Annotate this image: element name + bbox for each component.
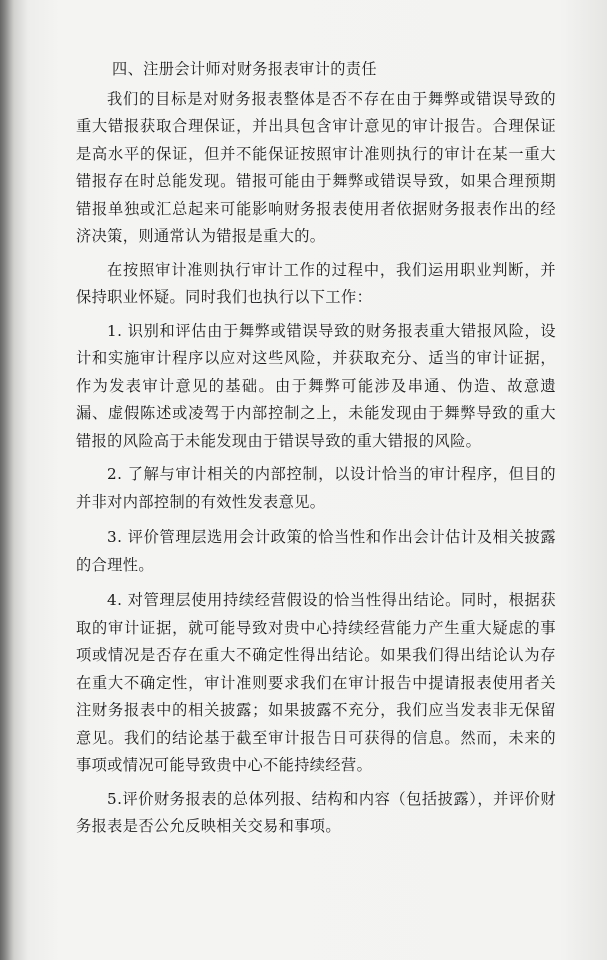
paragraph-item-2: 2. 了解与审计相关的内部控制，以设计恰当的审计程序，但目的并非对内部控制的有效性发表意见。 (76, 465, 556, 511)
paragraph-item-5: 5.评价财务报表的总体列报、结构和内容（包括披露），并评价财务报表是否公允反映相关交易和事项。 (76, 789, 556, 835)
paragraph-item-3: 3. 评价管理层选用会计政策的恰当性和作出会计估计及相关披露的合理性。 (76, 528, 556, 574)
section-heading: 四、注册会计师对财务报表审计的责任 (112, 60, 377, 78)
paragraph-item-1: 1. 识别和评估由于舞弊或错误导致的财务报表重大错报风险，设计和实施审计程序以应对这些风险，并获取充分、适当的审计证据，作为发表审计意见的基础。由于舞弊可能涉及串通、伪造、故意遗漏、虚假陈述或凌驾于内部控制之上，未能发现由于舞弊导致的重大错报的风险高于未能发现由于错误导致的重大错报的风险。 (76, 321, 556, 450)
document-body (76, 56, 556, 841)
paragraph-item-4: 4. 对管理层使用持续经营假设的恰当性得出结论。同时，根据获取的审计证据，就可能导致对贵中心持续经营能力产生重大疑虑的事项或情况是否存在重大不确定性得出结论。如果我们得出结论认为存在重大不确定性，审计准则要求我们在审计报告中提请报表使用者关注财务报表中的相关披露；如果披露不充分，我们应当发表非无保留意见。我们的结论基于截至审计报告日可获得的信息。然而，未来的事项或情况可能导致贵中心不能持续经营。 (76, 591, 556, 774)
paragraph-procedures-intro: 在按照审计准则执行审计工作的过程中，我们运用职业判断，并保持职业怀疑。同时我们也执行以下工作： (76, 260, 556, 306)
paragraph-objective: 我们的目标是对财务报表整体是否不存在由于舞弊或错误导致的重大错报获取合理保证，并出具包含审计意见的审计报告。合理保证是高水平的保证，但并不能保证按照审计准则执行的审计在某一重大错报存在时总能发现。错报可能由于舞弊或错误导致，如果合理预期错报单独或汇总起来可能影响财务报表使用者依据财务报表作出的经济决策，则通常认为错报是重大的。 (76, 89, 556, 245)
binding-edge-shadow (0, 0, 14, 960)
